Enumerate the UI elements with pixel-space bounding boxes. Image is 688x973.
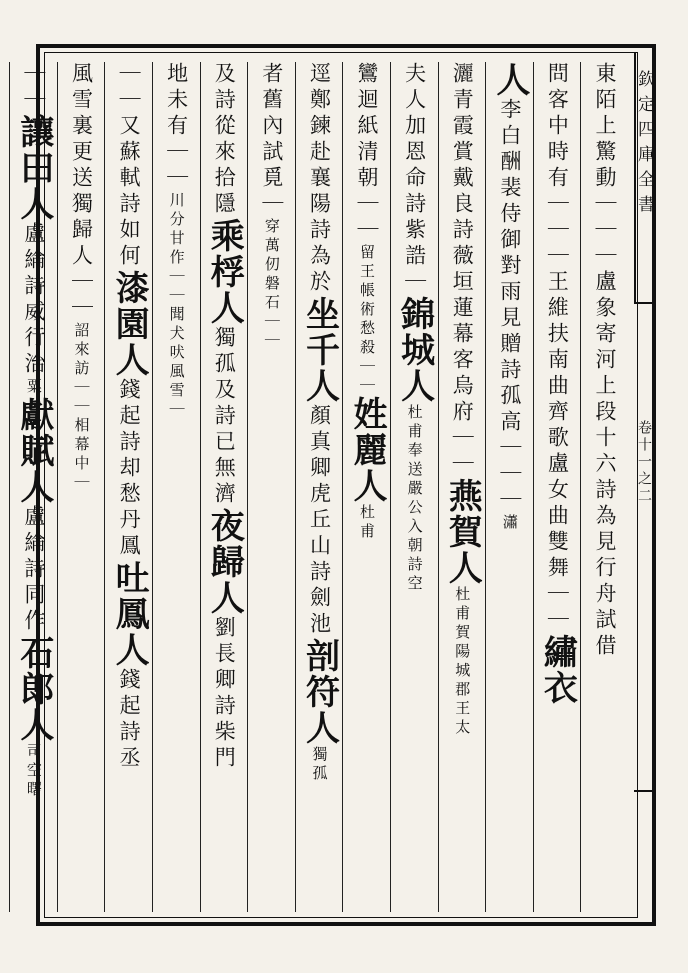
annotation-text: 瀟 — [500, 514, 519, 533]
text-column — [57, 62, 105, 912]
body-text: 鸞迴紙清朝｜｜ — [355, 62, 380, 244]
body-text: 問客中時有｜｜｜王維扶南曲齊歌盧女曲雙舞｜｜ — [545, 62, 570, 634]
body-text: 李白酬裴侍御對雨見贈詩孤高｜｜｜ — [497, 98, 522, 514]
body-text: ｜｜ — [21, 62, 46, 114]
body-text: 及詩從來拾隱 — [212, 62, 237, 218]
body-text: 夫人加恩命詩紫誥｜ — [402, 62, 427, 296]
headword: 吐鳳人 — [109, 560, 150, 668]
gutter-divider — [634, 302, 652, 304]
headword: 夜歸人 — [204, 508, 245, 616]
text-column — [342, 62, 390, 912]
body-text: 錢起詩丞 — [117, 668, 142, 772]
annotation-text: 穿萬仞磐石｜｜ — [262, 218, 281, 351]
annotation-text: 獨孤 — [310, 746, 329, 784]
text-column — [104, 62, 152, 912]
annotation-text: 杜甫賀陽城郡王太 — [453, 586, 472, 738]
headword: 人 — [489, 62, 530, 98]
gutter-divider-lower — [634, 790, 652, 792]
annotation-text: 杜甫奉送嚴公入朝詩空 — [405, 404, 424, 594]
body-text: 獨孤及詩已無濟 — [212, 326, 237, 508]
headword: 坐千人 — [299, 296, 340, 404]
headword: 漆園人 — [109, 270, 150, 378]
text-column — [390, 62, 438, 912]
body-text: 盧綸詩威行治 — [21, 222, 46, 378]
text-column — [580, 62, 628, 912]
headword: 繡衣 — [537, 634, 578, 706]
headword: 錦城人 — [394, 296, 435, 404]
text-column — [0, 62, 9, 912]
headword: 石郎人 — [13, 635, 54, 743]
body-text: 逕鄭鍊赴襄陽詩為於 — [307, 62, 332, 296]
body-text: 盧綸詩同作 — [21, 505, 46, 635]
body-text: 灑青霞賞戴良詩薇垣蓮幕客烏府｜｜ — [450, 62, 475, 478]
annotation-text: 留王帳術愁殺｜｜ — [358, 244, 377, 396]
headword: 剖符人 — [299, 638, 340, 746]
annotation-text: 聞犬吠風雪｜ — [167, 306, 186, 420]
text-columns — [13, 62, 628, 912]
chapter-label: 卷十一之二 — [636, 420, 652, 505]
annotation-text: 相幕中｜ — [72, 417, 91, 493]
body-text: 東陌上驚動｜｜｜盧象寄河上段十六詩為見行舟試借 — [593, 62, 617, 660]
annotation-text: 詔來訪｜｜ — [72, 322, 91, 417]
annotation-text: 川分甘作｜｜ — [167, 192, 186, 306]
body-text: 劉長卿詩柴門 — [212, 616, 237, 772]
annotation-text: 粟 — [24, 378, 43, 397]
text-column — [152, 62, 200, 912]
text-column — [485, 62, 533, 912]
annotation-text: 司空曙 — [24, 743, 43, 800]
body-text: 錢起詩却愁丹鳳 — [117, 378, 142, 560]
text-column — [247, 62, 295, 912]
body-text: ｜｜又蘇軾詩如何 — [117, 62, 142, 270]
text-column — [295, 62, 343, 912]
text-column — [533, 62, 581, 912]
headword: 讓田人 — [13, 114, 54, 222]
body-text: 者舊內試覓｜ — [259, 62, 284, 218]
headword: 姓麗人 — [347, 396, 388, 504]
headword: 燕賀人 — [442, 478, 483, 586]
text-column — [9, 62, 57, 912]
body-text: 地未有｜｜ — [164, 62, 189, 192]
text-column — [438, 62, 486, 912]
body-text: 風雪裏更送獨歸人｜｜ — [69, 62, 94, 322]
annotation-text: 杜甫 — [358, 504, 377, 542]
headword: 獻賦人 — [13, 397, 54, 505]
book-title: 欽定四庫全書 — [634, 70, 654, 220]
text-column — [200, 62, 248, 912]
body-text: 顏真卿虎丘山詩劍池 — [307, 404, 332, 638]
headword: 乘桴人 — [204, 218, 245, 326]
